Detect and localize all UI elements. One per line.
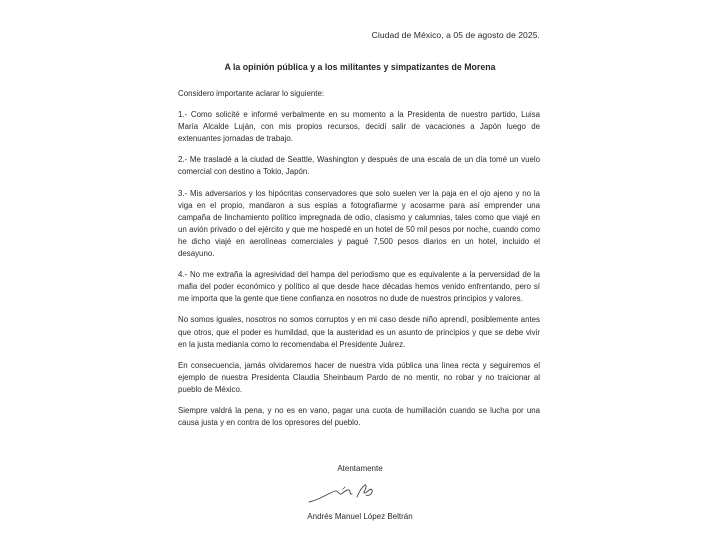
letter-closing: Atentamente <box>337 464 383 473</box>
paragraph-1: 1.- Como solicité e informé verbalmente en su momento a la Presidenta de nuestro partido, Luisa María Alcalde Luján, con mis propios recursos, decidí salir de vacaciones a Japón luego de extenuantes jornadas de trabajo. <box>178 110 540 144</box>
paragraph-3: 3.- Mis adversarios y los hipócritas conservadores que solo suelen ver la paja en el ojo ajeno y no la viga en el propio, mandaron a sus espías a fotografiarme y acosarme para así emprender una campaña de linchamiento político impregnada de odio, clasismo y calumnias, tales como que viajé en un avión privado o del ejército y que me hospedé en un hotel de 50 mil pesos por noche, cuando como he dicho viajé en aerolíneas comerciales y pagué 7,500 pesos diarios en un hotel, incluido el desayuno. <box>178 188 540 259</box>
paragraph-5: No somos iguales, nosotros no somos corruptos y en mi caso desde niño aprendí, posiblemente antes que otros, que el poder es humildad, que la austeridad es un asunto de principios y que se debe vivir en la justa medianía como lo recomendaba el Presidente Juárez. <box>178 315 540 349</box>
paragraph-2: 2.- Me trasladé a la ciudad de Seattle, Washington y después de una escala de un día tomé un vuelo comercial con destino a Tokio, Japón. <box>178 155 540 177</box>
letter-body <box>178 88 540 438</box>
paragraph-4: 4.- No me extraña la agresividad del hampa del periodismo que es equivalente a la perversidad de la mafia del poder económico y político al que desde hace décadas hemos venido enfrentando, pero sí me importa que la gente que tiene confianza en nosotros no dude de nuestros principios y valores. <box>178 270 540 304</box>
handwritten-signature <box>305 480 385 506</box>
letter-heading: A la opinión pública y a los militantes y simpatizantes de Morena <box>224 62 496 72</box>
letter-intro: Considero importante aclarar lo siguiente: <box>178 89 325 98</box>
paragraph-7: Siempre valdrá la pena, y no es en vano, pagar una cuota de humillación cuando se lucha por una causa justa y en contra de los opresores del pueblo. <box>178 405 540 428</box>
letter-date: Ciudad de México, a 05 de agosto de 2025. <box>371 30 540 40</box>
paragraph-6: En consecuencia, jamás olvidaremos hacer de nuestra vida pública una línea recta y seguiremos el ejemplo de nuestra Presidenta Claudia Sheinbaum Pardo de no mentir, no robar y no traicionar al pueblo de México. <box>178 360 540 394</box>
signer-name: Andrés Manuel López Beltrán <box>307 512 413 521</box>
